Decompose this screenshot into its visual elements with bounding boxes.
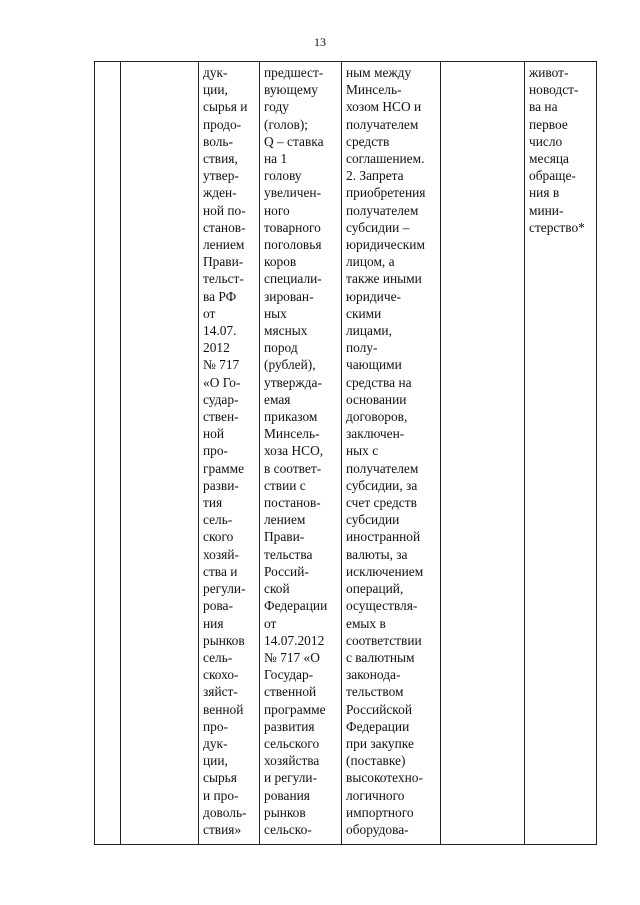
table-cell-4: предшест- вующему году (голов); Q – ставка на 1 голову увеличен- ного товарного поголовья коров специали- зирован- ных мясных пород (рублей), утвержда- емая приказом Минсель- хоза НСО, в соответ- ствии с постанов- лением Прави- тельства Россий- ской Федерации от 14.07.2012 № 717 «О Государ- ственной программе развития сельского хозяйства и регули- рования рынков сельско- bbox=[260, 62, 342, 845]
continuation-table bbox=[94, 61, 597, 845]
table-cell-2 bbox=[121, 62, 199, 845]
table-cell-7: живот- новодст- ва на первое число месяца обраще- ния в мини- стерство* bbox=[525, 62, 597, 845]
table-cell-1 bbox=[95, 62, 121, 845]
table-cell-6 bbox=[441, 62, 525, 845]
page-number: 13 bbox=[314, 35, 326, 49]
table-cell-3: дук- ции, сырья и продо- воль- ствия, утвер- жден- ной по- станов- лением Прави- тельст- ва РФ от 14.07. 2012 № 717 «О Го- судар- ствен- ной про- грамме разви- тия сель- ского хозяй- ства и регули- рова- ния рынков сель- скохо- зяйст- венной про- дук- ции, сырья и про- доволь- ствия» bbox=[199, 62, 260, 845]
table-cell-5: ным между Минсель- хозом НСО и получателем средств соглашением. 2. Запрета приобретения получателем субсидии – юридическим лицом, а также иными юридиче- скими лицами, полу- чающими средства на основании договоров, заключен- ных с получателем субсидии, за счет средств субсидии иностранной валюты, за исключением операций, осуществля- емых в соответствии с валютным законода- тельством Российской Федерации при закупке (поставке) высокотехно- логичного импортного оборудова- bbox=[342, 62, 441, 845]
table-row bbox=[95, 62, 597, 845]
